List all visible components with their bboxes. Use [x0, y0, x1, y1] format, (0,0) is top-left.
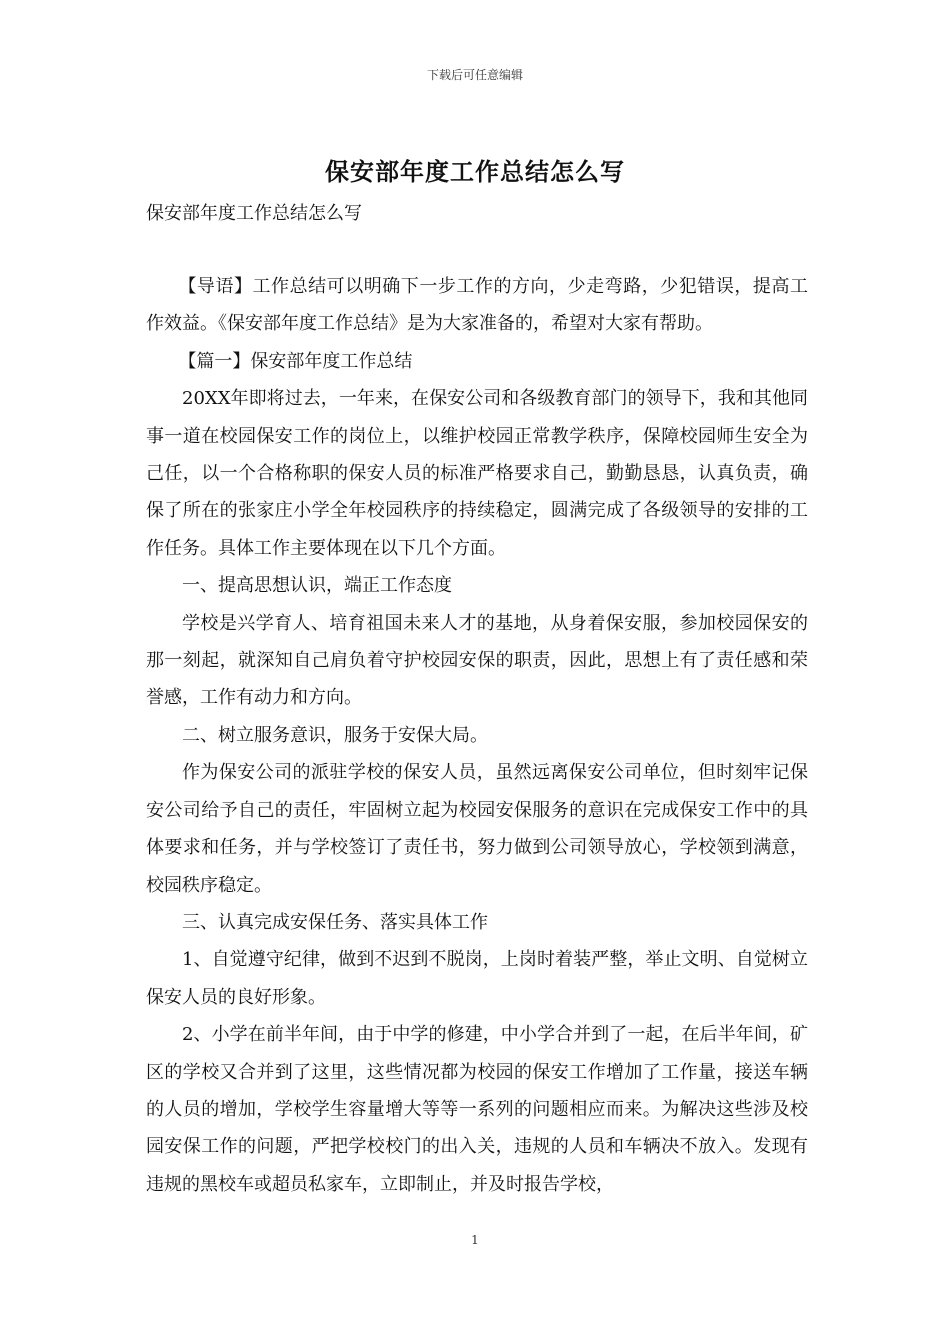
paragraph-intro: 【导语】工作总结可以明确下一步工作的方向，少走弯路，少犯错误，提高工作效益。《保安部年度工作总结》是为大家准备的，希望对大家有帮助。 — [146, 276, 808, 335]
paragraph-item-2: 2、小学在前半年间，由于中学的修建，中小学合并到了一起，在后半年间，矿区的学校又合并到了这里，这些情况都为校园的保安工作增加了工作量，接送车辆的人员的增加，学校学生容量增大等等一系列的问题相应而来。为解决这些涉及校园安保工作的问题，严把学校校门的出入关，违规的人员和车辆决不放入。发现有违规的黑校车或超员私家车，立即制止，并及时报告学校， — [146, 1024, 808, 1195]
paragraph-section-1: 学校是兴学育人、培育祖国未来人才的基地，从身着保安服，参加校园保安的那一刻起，就深知自己肩负着守护校园安保的职责，因此，思想上有了责任感和荣誉感，工作有动力和方向。 — [146, 612, 808, 709]
paragraph-item-1: 1、自觉遵守纪律，做到不迟到不脱岗，上岗时着装严整，举止文明、自觉树立保安人员的良好形象。 — [146, 949, 808, 1008]
page-title: 保安部年度工作总结怎么写 — [325, 157, 625, 186]
body-text — [146, 268, 808, 1203]
page-number: 1 — [471, 1233, 479, 1247]
section-heading-part-one: 【篇一】保安部年度工作总结 — [178, 350, 413, 372]
section-heading-2: 二、树立服务意识，服务于安保大局。 — [182, 724, 488, 746]
section-heading-3: 三、认真完成安保任务、落实具体工作 — [182, 911, 488, 933]
section-heading-1: 一、提高思想认识，端正工作态度 — [182, 575, 452, 597]
paragraph-section-2: 作为保安公司的派驻学校的保安人员，虽然远离保安公司单位，但时刻牢记保安公司给予自己的责任，牢固树立起为校园安保服务的意识在完成保安工作中的具体要求和任务，并与学校签订了责任书，努力做到公司领导放心，学校领到满意，校园秩序稳定。 — [146, 762, 808, 896]
header-note: 下载后可任意编辑 — [426, 68, 523, 82]
paragraph-overview: 20XX年即将过去，一年来，在保安公司和各级教育部门的领导下，我和其他同事一道在校园保安工作的岗位上，以维护校园正常教学秩序，保障校园师生安全为己任，以一个合格称职的保安人员的标准严格要求自己，勤勤恳恳，认真负责，确保了所在的张家庄小学全年校园秩序的持续稳定，圆满完成了各级领导的安排的工作任务。具体工作主要体现在以下几个方面。 — [146, 388, 808, 559]
subtitle: 保安部年度工作总结怎么写 — [146, 203, 362, 224]
